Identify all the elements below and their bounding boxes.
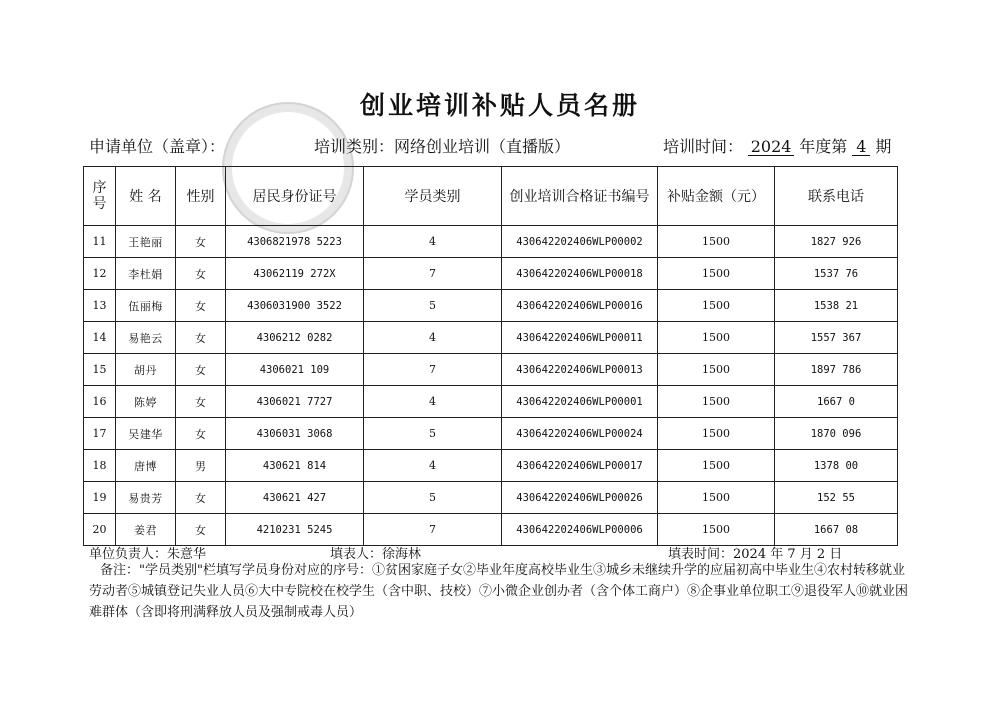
cell-name: 易艳云 <box>116 322 176 354</box>
cell-amount: 1500 <box>658 482 775 514</box>
cell-certificate: 430642202406WLP00017 <box>502 450 658 482</box>
document-title: 创业培训补贴人员名册 <box>359 91 640 120</box>
cell-amount: 1500 <box>658 418 775 450</box>
table-row <box>84 322 898 354</box>
cell-category: 4 <box>364 386 502 418</box>
cell-gender: 女 <box>176 290 226 322</box>
header-id-number: 居民身份证号 <box>226 167 364 226</box>
cell-phone: 1537 76 <box>775 258 898 290</box>
cell-amount: 1500 <box>658 226 775 258</box>
training-time-label: 培训时间： <box>663 137 744 156</box>
table-row <box>84 482 898 514</box>
cell-gender: 女 <box>176 258 226 290</box>
table-body <box>84 226 898 546</box>
apply-unit-label: 申请单位（盖章）： <box>89 137 226 156</box>
cell-amount: 1500 <box>658 514 775 546</box>
cell-certificate: 430642202406WLP00018 <box>502 258 658 290</box>
cell-category: 7 <box>364 354 502 386</box>
cell-gender: 女 <box>176 386 226 418</box>
cell-phone: 1897 786 <box>775 354 898 386</box>
cell-name: 易贵芳 <box>116 482 176 514</box>
cell-phone: 1538 21 <box>775 290 898 322</box>
cell-seq: 12 <box>84 258 116 290</box>
cell-certificate: 430642202406WLP00016 <box>502 290 658 322</box>
cell-seq: 15 <box>84 354 116 386</box>
cell-seq: 18 <box>84 450 116 482</box>
cell-category: 7 <box>364 514 502 546</box>
cell-phone: 1667 08 <box>775 514 898 546</box>
cell-name: 胡丹 <box>116 354 176 386</box>
cell-certificate: 430642202406WLP00002 <box>502 226 658 258</box>
training-time <box>663 134 891 157</box>
header-phone: 联系电话 <box>775 167 898 226</box>
table-row <box>84 226 898 258</box>
cell-amount: 1500 <box>658 354 775 386</box>
cell-seq: 11 <box>84 226 116 258</box>
training-year-suffix: 年度第 <box>799 137 848 156</box>
trainee-table <box>83 166 898 546</box>
cell-amount: 1500 <box>658 258 775 290</box>
cell-amount: 1500 <box>658 322 775 354</box>
cell-gender: 女 <box>176 322 226 354</box>
cell-id-number: 4306821978 5223 <box>226 226 364 258</box>
cell-certificate: 430642202406WLP00024 <box>502 418 658 450</box>
cell-name: 陈婷 <box>116 386 176 418</box>
header-certificate: 创业培训合格证书编号 <box>502 167 658 226</box>
cell-seq: 17 <box>84 418 116 450</box>
table-row <box>84 386 898 418</box>
cell-category: 5 <box>364 482 502 514</box>
header-amount: 补贴金额（元） <box>658 167 775 226</box>
cell-amount: 1500 <box>658 290 775 322</box>
cell-phone: 152 55 <box>775 482 898 514</box>
cell-name: 唐博 <box>116 450 176 482</box>
training-period: 4 <box>852 138 870 156</box>
cell-category: 5 <box>364 290 502 322</box>
table-row <box>84 354 898 386</box>
cell-gender: 男 <box>176 450 226 482</box>
cell-phone: 1378 00 <box>775 450 898 482</box>
header-name: 姓 名 <box>116 167 176 226</box>
table-header-row <box>84 167 898 226</box>
cell-phone: 1827 926 <box>775 226 898 258</box>
cell-id-number: 4306031900 3522 <box>226 290 364 322</box>
header-seq <box>84 167 116 226</box>
cell-id-number: 4306031 3068 <box>226 418 364 450</box>
cell-certificate: 430642202406WLP00011 <box>502 322 658 354</box>
header-gender: 性别 <box>176 167 226 226</box>
cell-phone: 1870 096 <box>775 418 898 450</box>
cell-category: 4 <box>364 322 502 354</box>
cell-seq: 16 <box>84 386 116 418</box>
table-row <box>84 514 898 546</box>
cell-id-number: 430621 427 <box>226 482 364 514</box>
cell-name: 姜君 <box>116 514 176 546</box>
cell-certificate: 430642202406WLP00026 <box>502 482 658 514</box>
cell-seq: 20 <box>84 514 116 546</box>
table-row <box>84 450 898 482</box>
table-row <box>84 290 898 322</box>
cell-name: 王艳丽 <box>116 226 176 258</box>
cell-id-number: 4306021 109 <box>226 354 364 386</box>
cell-certificate: 430642202406WLP00001 <box>502 386 658 418</box>
fill-date: 填表时间：2024 年 7 月 2 日 <box>668 547 843 562</box>
cell-id-number: 43062119 272X <box>226 258 364 290</box>
cell-phone: 1667 0 <box>775 386 898 418</box>
cell-certificate: 430642202406WLP00013 <box>502 354 658 386</box>
cell-gender: 女 <box>176 418 226 450</box>
header-seq-top: 序 <box>92 180 107 196</box>
cell-category: 4 <box>364 450 502 482</box>
training-year: 2024 <box>748 138 794 156</box>
cell-amount: 1500 <box>658 386 775 418</box>
cell-id-number: 4306021 7727 <box>226 386 364 418</box>
cell-gender: 女 <box>176 482 226 514</box>
cell-category: 4 <box>364 226 502 258</box>
header-seq-bottom: 号 <box>92 196 107 212</box>
cell-id-number: 430621 814 <box>226 450 364 482</box>
table-row <box>84 418 898 450</box>
cell-certificate: 430642202406WLP00006 <box>502 514 658 546</box>
cell-id-number: 4210231 5245 <box>226 514 364 546</box>
table-row <box>84 258 898 290</box>
cell-phone: 1557 367 <box>775 322 898 354</box>
cell-gender: 女 <box>176 354 226 386</box>
training-period-suffix: 期 <box>875 137 892 156</box>
cell-seq: 13 <box>84 290 116 322</box>
cell-seq: 19 <box>84 482 116 514</box>
form-filler: 填表人：徐海林 <box>330 547 422 562</box>
cell-category: 7 <box>364 258 502 290</box>
cell-gender: 女 <box>176 226 226 258</box>
header-category: 学员类别 <box>364 167 502 226</box>
cell-seq: 14 <box>84 322 116 354</box>
cell-gender: 女 <box>176 514 226 546</box>
cell-category: 5 <box>364 418 502 450</box>
remark-note: 备注："学员类别"栏填写学员身份对应的序号：①贫困家庭子女②毕业年度高校毕业生③城乡未继续升学的应届初高中毕业生④农村转移就业劳动者⑤城镇登记失业人员⑥大中专院校在校学生（含中职、技校）⑦小微企业创办者（含个体工商户）⑧企事业单位职工⑨退役军人⑩就业困难群体（含即将刑满释放人员及强制戒毒人员） <box>89 563 909 620</box>
unit-responsible: 单位负责人：朱意华 <box>89 547 207 562</box>
cell-name: 吴建华 <box>116 418 176 450</box>
cell-name: 李杜娟 <box>116 258 176 290</box>
cell-name: 伍丽梅 <box>116 290 176 322</box>
training-type: 培训类别：网络创业培训（直播版） <box>314 137 571 156</box>
cell-amount: 1500 <box>658 450 775 482</box>
cell-id-number: 4306212 0282 <box>226 322 364 354</box>
